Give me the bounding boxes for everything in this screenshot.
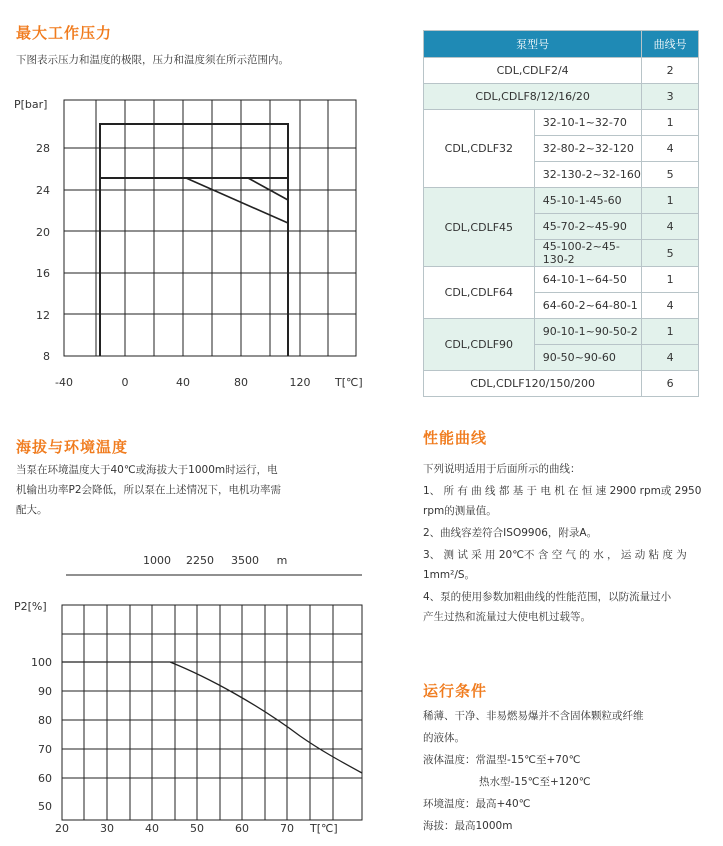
y-tick: 12 (36, 309, 50, 322)
chart1-ylabel: P[bar] (14, 98, 48, 111)
curve-cell: 3 (642, 84, 699, 110)
section-title-operating-conditions: 运行条件 (423, 682, 488, 700)
note-line: 4、泵的使用参数加粗曲线的性能范围，以防流量过小 (423, 591, 672, 603)
curve-cell: 1 (642, 188, 699, 214)
section-title-performance-curves: 性能曲线 (423, 429, 488, 447)
max-pressure-description: 下图表示压力和温度的极限，压力和温度须在所示范围内。 (16, 54, 289, 66)
chart2-grid (62, 605, 362, 820)
chart2-altitude-axis (66, 554, 362, 575)
table-row (424, 319, 699, 345)
y-tick: 24 (36, 184, 50, 197)
x-tick: 30 (100, 822, 114, 835)
curve-cell: 4 (642, 214, 699, 240)
header-model: 泵型号 (424, 31, 642, 58)
chart1-grid (64, 100, 356, 356)
section-title-altitude: 海拔与环境温度 (16, 438, 129, 456)
model-cell: CDL,CDLF2/4 (424, 58, 642, 84)
header-curve: 曲线号 (642, 31, 699, 58)
table-row (424, 84, 699, 110)
y-tick: 60 (38, 772, 52, 785)
x-tick: 40 (145, 822, 159, 835)
curve-cell: 4 (642, 136, 699, 162)
section-title-max-pressure: 最大工作压力 (16, 24, 113, 42)
y-tick: 70 (38, 743, 52, 756)
model-group-cell: CDL,CDLF64 (424, 267, 535, 319)
model-cell: CDL,CDLF120/150/200 (424, 371, 642, 397)
note-line: 1、 所 有 曲 线 都 基 于 电 机 在 恒 速 2900 rpm或 2950 (423, 485, 702, 497)
y-tick: 90 (38, 685, 52, 698)
alt-unit: m (276, 554, 288, 567)
curve-cell: 1 (642, 110, 699, 136)
submodel-cell: 64-60-2~64-80-1 (534, 293, 642, 319)
x-tick: 60 (235, 822, 249, 835)
condition-line: 环境温度：最高+40℃ (423, 798, 531, 810)
power-derating-chart (0, 548, 380, 846)
x-tick: 20 (55, 822, 69, 835)
chart1-outer-limit (100, 124, 288, 356)
y-tick: 28 (36, 142, 50, 155)
table-header-row (424, 31, 699, 58)
condition-line: 热水型-15℃至+120℃ (479, 776, 591, 788)
y-tick: 16 (36, 267, 50, 280)
performance-notes (423, 459, 703, 627)
y-tick: 8 (43, 350, 50, 363)
y-tick: 20 (36, 226, 50, 239)
condition-line: 稀薄、干净、非易燃易爆并不含固体颗粒或纤维 (423, 710, 644, 722)
altitude-description (16, 460, 281, 520)
condition-line: 海拔：最高1000m (423, 820, 513, 832)
y-tick: 50 (38, 800, 52, 813)
pump-model-table (423, 30, 699, 397)
notes-intro: 下列说明适用于后面所示的曲线： (423, 463, 581, 475)
condition-line: 的液体。 (423, 732, 465, 744)
curve-cell: 4 (642, 345, 699, 371)
model-group-cell: CDL,CDLF90 (424, 319, 535, 371)
model-group-cell: CDL,CDLF32 (424, 110, 535, 188)
submodel-cell: 90-50~90-60 (534, 345, 642, 371)
altitude-line: 当泵在环境温度大于40℃或海拔大于1000m时运行，电 (16, 464, 278, 476)
chart2-xlabel: T[℃] (310, 822, 338, 835)
table-row (424, 188, 699, 214)
operating-conditions (423, 705, 703, 837)
submodel-cell: 45-10-1-45-60 (534, 188, 642, 214)
chart1-yticks (36, 142, 50, 363)
y-tick: 80 (38, 714, 52, 727)
chart1-limit-curves (100, 124, 288, 356)
alt-tick: 2250 (186, 554, 214, 567)
plot-frame (64, 100, 356, 356)
submodel-cell: 45-100-2~45-130-2 (534, 240, 642, 267)
x-tick: 70 (280, 822, 294, 835)
alt-tick: 3500 (231, 554, 259, 567)
chart1-xticks (55, 376, 310, 389)
curve-cell: 1 (642, 267, 699, 293)
chart2-ylabel: P2[%] (14, 600, 47, 613)
x-tick: 50 (190, 822, 204, 835)
submodel-cell: 32-130-2~32-160 (534, 162, 642, 188)
model-cell: CDL,CDLF8/12/16/20 (424, 84, 642, 110)
table-row (424, 58, 699, 84)
curve-cell: 6 (642, 371, 699, 397)
table-row (424, 267, 699, 293)
pressure-temperature-chart (0, 88, 380, 398)
x-tick: 80 (234, 376, 248, 389)
y-tick: 100 (31, 656, 52, 669)
note-line: rpm的测量值。 (423, 505, 497, 517)
altitude-line: 机输出功率P2会降低，所以泵在上述情况下，电机功率需 (16, 484, 282, 496)
curve-cell: 2 (642, 58, 699, 84)
chart1-curve-b (248, 178, 288, 200)
curve-cell: 5 (642, 240, 699, 267)
chart1-xlabel: T[℃] (335, 376, 363, 389)
chart1-curve-a (186, 178, 288, 223)
chart2-xticks (55, 822, 294, 835)
curve-cell: 4 (642, 293, 699, 319)
submodel-cell: 64-10-1~64-50 (534, 267, 642, 293)
note-line: 1mm²/S。 (423, 569, 476, 581)
x-tick: -40 (55, 376, 73, 389)
x-tick: 0 (121, 376, 129, 389)
table-row (424, 371, 699, 397)
x-tick: 120 (289, 376, 311, 389)
submodel-cell: 45-70-2~45-90 (534, 214, 642, 240)
x-tick: 40 (176, 376, 190, 389)
submodel-cell: 90-10-1~90-50-2 (534, 319, 642, 345)
alt-tick: 1000 (143, 554, 171, 567)
curve-cell: 1 (642, 319, 699, 345)
note-line: 2、曲线容差符合ISO9906，附录A。 (423, 527, 598, 539)
note-line: 产生过热和流量过大使电机过载等。 (423, 611, 591, 623)
note-line: 3、 测 试 采 用 20℃不 含 空 气 的 水 ， 运 动 粘 度 为 (423, 549, 687, 561)
altitude-line: 配大。 (16, 504, 48, 516)
submodel-cell: 32-10-1~32-70 (534, 110, 642, 136)
chart2-yticks (31, 656, 52, 813)
condition-line: 液体温度：常温型-15℃至+70℃ (423, 754, 581, 766)
table-row (424, 110, 699, 136)
submodel-cell: 32-80-2~32-120 (534, 136, 642, 162)
model-group-cell: CDL,CDLF45 (424, 188, 535, 267)
curve-cell: 5 (642, 162, 699, 188)
